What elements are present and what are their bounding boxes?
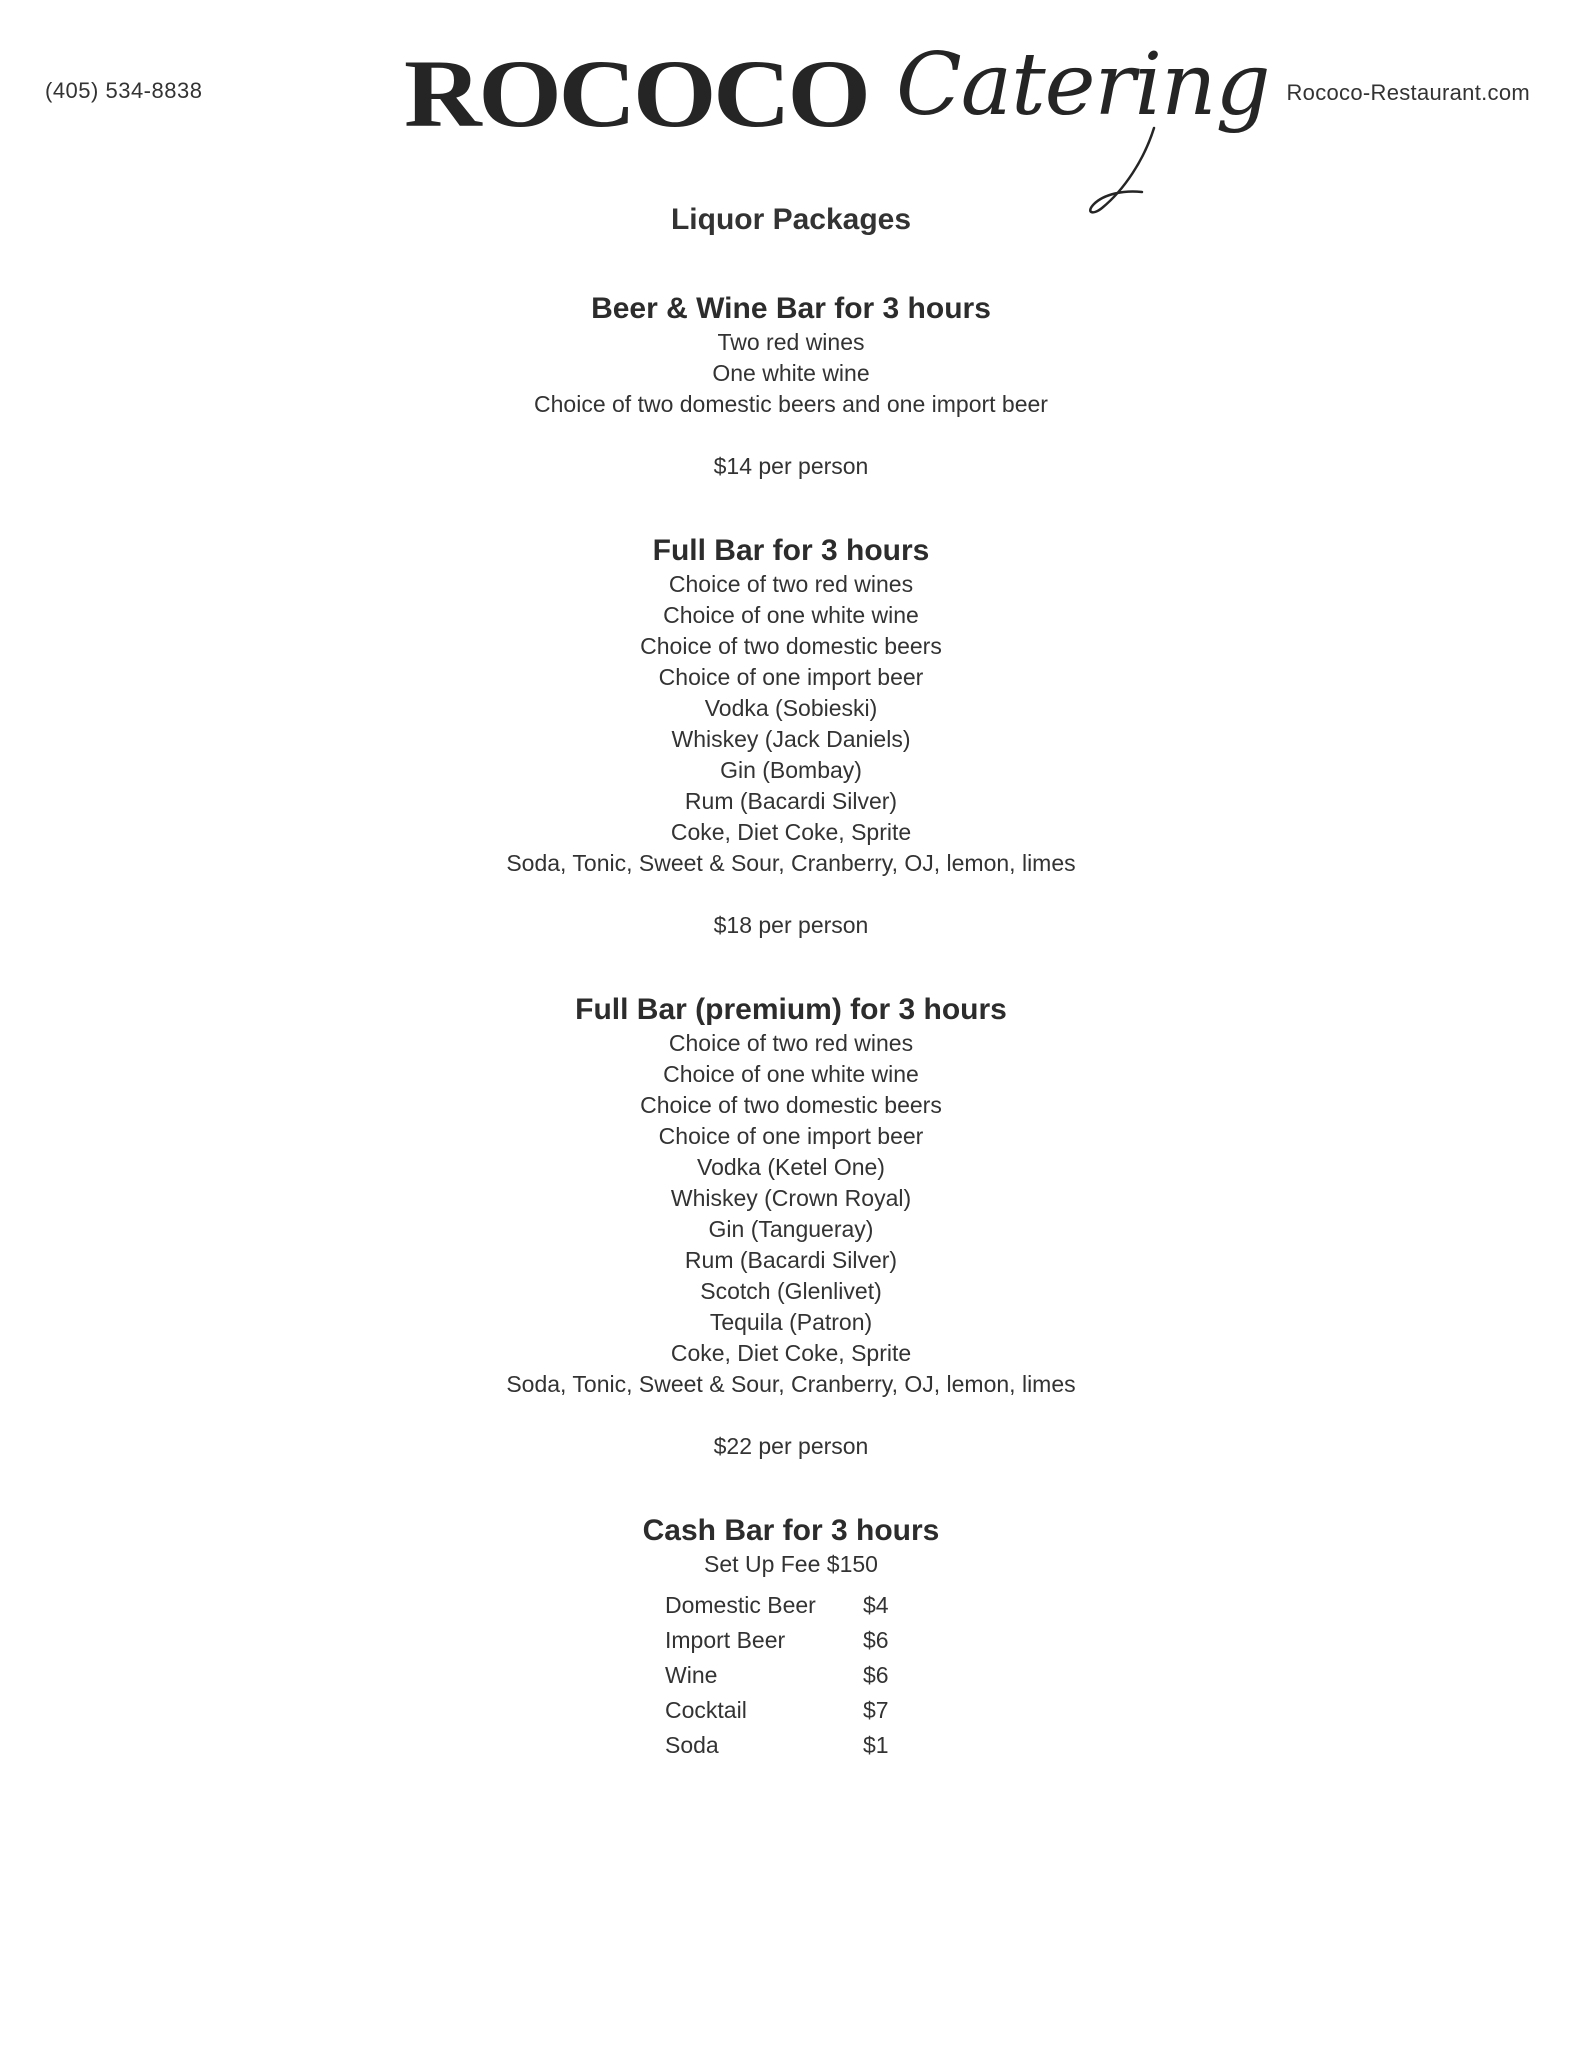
cash-item-name: Cocktail <box>665 1697 747 1723</box>
package-title: Beer & Wine Bar for 3 hours <box>591 292 991 325</box>
package-item: Soda, Tonic, Sweet & Sour, Cranberry, OJ, lemon, limes <box>506 850 1076 876</box>
setup-fee: Set Up Fee $150 <box>704 1551 878 1577</box>
package-item: Choice of two domestic beers and one import beer <box>534 391 1048 417</box>
menu-content <box>0 200 1582 1763</box>
package-item: Choice of two red wines <box>668 571 914 597</box>
package-item: Rum (Bacardi Silver) <box>684 1247 898 1273</box>
package-item: Choice of one import beer <box>658 1123 924 1149</box>
cash-item-name: Soda <box>665 1732 719 1758</box>
package-item: Choice of two domestic beers <box>640 1092 942 1118</box>
logo <box>404 35 1270 190</box>
logo-script: Catering <box>896 35 1270 135</box>
packages-list <box>0 291 1582 1462</box>
cash-item-price: $4 <box>863 1592 889 1618</box>
cash-bar-row <box>665 1658 911 1693</box>
phone-number: (405) 534-8838 <box>45 78 203 103</box>
cash-bar-row <box>665 1728 911 1763</box>
cash-bar-section <box>0 1513 1582 1763</box>
package-item: One white wine <box>712 360 870 386</box>
package-item: Whiskey (Crown Royal) <box>670 1185 912 1211</box>
package-item: Two red wines <box>717 329 865 355</box>
package-item: Whiskey (Jack Daniels) <box>671 726 911 752</box>
page-header <box>0 0 1582 190</box>
package-item: Coke, Diet Coke, Sprite <box>670 819 912 845</box>
cash-item-price: $6 <box>863 1662 889 1688</box>
package-item: Choice of one white wine <box>663 1061 919 1087</box>
package-title: Full Bar for 3 hours <box>652 534 930 567</box>
package-item: Choice of one white wine <box>663 602 919 628</box>
package-item: Choice of one import beer <box>658 664 924 690</box>
cash-bar-title: Cash Bar for 3 hours <box>642 1514 940 1547</box>
cash-bar-row <box>665 1588 911 1623</box>
page-title: Liquor Packages <box>670 203 912 236</box>
package-item: Choice of two domestic beers <box>640 633 942 659</box>
cash-item-name: Wine <box>665 1662 718 1688</box>
package-item: Coke, Diet Coke, Sprite <box>670 1340 912 1366</box>
package-item: Tequila (Patron) <box>709 1309 873 1335</box>
package-price: $22 per person <box>713 1433 869 1459</box>
cash-item-price: $1 <box>863 1732 889 1758</box>
package-item: Rum (Bacardi Silver) <box>684 788 898 814</box>
package-item: Choice of two red wines <box>668 1030 914 1056</box>
package-title: Full Bar (premium) for 3 hours <box>575 993 1007 1026</box>
cash-bar-row <box>665 1623 911 1658</box>
package-item: Vodka (Ketel One) <box>697 1154 885 1180</box>
package-item: Vodka (Sobieski) <box>704 695 878 721</box>
package-item: Gin (Bombay) <box>720 757 862 783</box>
cash-bar-row <box>665 1693 911 1728</box>
logo-wordmark: ROCOCO <box>404 40 868 147</box>
website-link[interactable]: Rococo-Restaurant.com <box>1286 80 1530 105</box>
package-section <box>0 992 1582 1462</box>
cash-bar-price-table <box>665 1588 911 1763</box>
cash-item-name: Domestic Beer <box>665 1592 816 1618</box>
cash-item-price: $7 <box>863 1697 889 1723</box>
package-section <box>0 533 1582 941</box>
package-item: Scotch (Glenlivet) <box>700 1278 882 1304</box>
package-price: $18 per person <box>713 912 869 938</box>
package-section <box>0 291 1582 482</box>
package-price: $14 per person <box>713 453 869 479</box>
cash-item-price: $6 <box>863 1627 889 1653</box>
cash-item-name: Import Beer <box>665 1627 786 1653</box>
package-item: Gin (Tangueray) <box>708 1216 874 1242</box>
package-item: Soda, Tonic, Sweet & Sour, Cranberry, OJ, lemon, limes <box>506 1371 1076 1397</box>
